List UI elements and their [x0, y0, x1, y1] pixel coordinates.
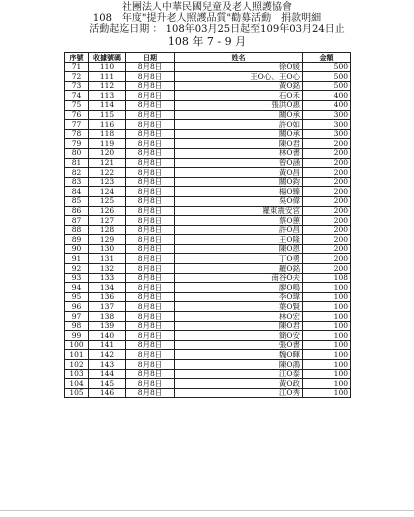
cell-receipt: 119 [89, 139, 126, 149]
cell-receipt: 137 [89, 302, 126, 312]
cell-amount: 200 [303, 187, 351, 197]
cell-name: 林O宏 [175, 312, 303, 322]
cell-serial: 89 [65, 235, 89, 245]
cell-name: 許O如 [175, 120, 303, 130]
table-row [65, 225, 351, 235]
cell-date: 8月8日 [126, 350, 175, 360]
cell-serial: 99 [65, 331, 89, 341]
cell-name: 黃O銘 [175, 81, 303, 91]
cell-date: 8月8日 [126, 283, 175, 293]
cell-amount: 500 [303, 72, 351, 82]
cell-date: 8月8日 [126, 216, 175, 226]
table-header-row [65, 53, 351, 63]
cell-receipt: 132 [89, 264, 126, 274]
cell-date: 8月8日 [126, 302, 175, 312]
cell-name: 南谷O夫 [175, 273, 303, 283]
cell-amount: 100 [303, 369, 351, 379]
cell-name: 江O泰 [175, 369, 303, 379]
cell-receipt: 138 [89, 312, 126, 322]
cell-date: 8月8日 [126, 379, 175, 389]
cell-receipt: 146 [89, 388, 126, 398]
cell-date: 8月8日 [126, 139, 175, 149]
table-row [65, 321, 351, 331]
cell-date: 8月8日 [126, 292, 175, 302]
cell-name: 楊O臻 [175, 187, 303, 197]
cell-serial: 91 [65, 254, 89, 264]
report-quarter: 108 年 7 - 9 月 [167, 35, 247, 48]
cell-name: 張洪O惠 [175, 100, 303, 110]
cell-amount: 108 [303, 273, 351, 283]
cell-serial: 86 [65, 206, 89, 216]
cell-serial: 77 [65, 120, 89, 130]
cell-amount: 300 [303, 110, 351, 120]
cell-name: 魏O暉 [175, 350, 303, 360]
table-row [65, 340, 351, 350]
cell-receipt: 127 [89, 216, 126, 226]
table-row [65, 177, 351, 187]
cell-receipt: 112 [89, 81, 126, 91]
cell-date: 8月8日 [126, 388, 175, 398]
table-row [65, 206, 351, 216]
cell-date: 8月8日 [126, 91, 175, 101]
cell-receipt: 121 [89, 158, 126, 168]
cell-date: 8月8日 [126, 168, 175, 178]
cell-amount: 200 [303, 148, 351, 158]
cell-name: 王O心、王O心 [175, 72, 303, 82]
cell-name: 黃O昌 [175, 168, 303, 178]
table-row [65, 110, 351, 120]
cell-date: 8月8日 [126, 360, 175, 370]
cell-serial: 104 [65, 379, 89, 389]
cell-amount: 300 [303, 120, 351, 130]
table-row [65, 72, 351, 82]
table-row [65, 331, 351, 341]
cell-date: 8月8日 [126, 62, 175, 72]
table-row [65, 254, 351, 264]
cell-receipt: 125 [89, 196, 126, 206]
cell-amount: 100 [303, 321, 351, 331]
cell-amount: 100 [303, 331, 351, 341]
cell-serial: 105 [65, 388, 89, 398]
cell-serial: 102 [65, 360, 89, 370]
cell-serial: 100 [65, 340, 89, 350]
table-row [65, 100, 351, 110]
cell-receipt: 136 [89, 292, 126, 302]
cell-serial: 97 [65, 312, 89, 322]
cell-amount: 500 [303, 62, 351, 72]
cell-name: 關O承 [175, 129, 303, 139]
cell-serial: 78 [65, 129, 89, 139]
cell-amount: 400 [303, 100, 351, 110]
cell-receipt: 124 [89, 187, 126, 197]
col-header-date: 日期 [126, 53, 175, 63]
cell-serial: 103 [65, 369, 89, 379]
cell-date: 8月8日 [126, 264, 175, 274]
cell-amount: 500 [303, 81, 351, 91]
cell-receipt: 133 [89, 273, 126, 283]
cell-date: 8月8日 [126, 369, 175, 379]
table-row [65, 273, 351, 283]
cell-amount: 200 [303, 158, 351, 168]
cell-name: 江O秀 [175, 388, 303, 398]
cell-receipt: 114 [89, 100, 126, 110]
cell-receipt: 134 [89, 283, 126, 293]
cell-amount: 100 [303, 283, 351, 293]
cell-amount: 200 [303, 254, 351, 264]
table-row [65, 350, 351, 360]
cell-receipt: 111 [89, 72, 126, 82]
cell-serial: 79 [65, 139, 89, 149]
cell-name: 丁O勇 [175, 254, 303, 264]
cell-serial: 94 [65, 283, 89, 293]
col-header-amount: 金額 [303, 53, 351, 63]
cell-amount: 100 [303, 340, 351, 350]
cell-amount: 100 [303, 379, 351, 389]
cell-name: 廖O鳴 [175, 283, 303, 293]
table-row [65, 139, 351, 149]
table-row [65, 120, 351, 130]
cell-amount: 100 [303, 388, 351, 398]
cell-name: 李O瑋 [175, 292, 303, 302]
cell-name: 陳O鴻 [175, 360, 303, 370]
cell-name: 黃O政 [175, 379, 303, 389]
table-row [65, 369, 351, 379]
table-row [65, 158, 351, 168]
cell-serial: 80 [65, 148, 89, 158]
cell-serial: 88 [65, 225, 89, 235]
cell-receipt: 120 [89, 148, 126, 158]
page-bottom-divider [0, 510, 414, 511]
cell-date: 8月8日 [126, 244, 175, 254]
cell-date: 8月8日 [126, 100, 175, 110]
table-row [65, 312, 351, 322]
cell-date: 8月8日 [126, 187, 175, 197]
cell-serial: 72 [65, 72, 89, 82]
cell-amount: 100 [303, 302, 351, 312]
cell-receipt: 143 [89, 360, 126, 370]
cell-receipt: 131 [89, 254, 126, 264]
cell-amount: 200 [303, 244, 351, 254]
cell-receipt: 140 [89, 331, 126, 341]
cell-serial: 93 [65, 273, 89, 283]
table-row [65, 235, 351, 245]
cell-date: 8月8日 [126, 148, 175, 158]
cell-date: 8月8日 [126, 225, 175, 235]
table-row [65, 81, 351, 91]
col-header-name: 姓名 [175, 53, 303, 63]
table-row [65, 302, 351, 312]
table-row [65, 187, 351, 197]
campaign-period: 活動起迄日期 ： 108年03月25日起至109年03月24日止 [89, 24, 345, 35]
cell-serial: 71 [65, 62, 89, 72]
cell-receipt: 145 [89, 379, 126, 389]
cell-date: 8月8日 [126, 120, 175, 130]
cell-name: 林O書 [175, 148, 303, 158]
cell-amount: 100 [303, 312, 351, 322]
cell-receipt: 139 [89, 321, 126, 331]
cell-name: 王O隆 [175, 235, 303, 245]
cell-receipt: 126 [89, 206, 126, 216]
cell-receipt: 118 [89, 129, 126, 139]
cell-serial: 83 [65, 177, 89, 187]
cell-name: 葉O賢 [175, 302, 303, 312]
cell-receipt: 129 [89, 235, 126, 245]
cell-amount: 100 [303, 360, 351, 370]
cell-amount: 200 [303, 177, 351, 187]
cell-date: 8月8日 [126, 340, 175, 350]
cell-receipt: 144 [89, 369, 126, 379]
col-header-receipt: 收據號碼 [89, 53, 126, 63]
table-row [65, 168, 351, 178]
cell-date: 8月8日 [126, 81, 175, 91]
cell-name: 曾O涵 [175, 158, 303, 168]
cell-amount: 100 [303, 292, 351, 302]
table-row [65, 216, 351, 226]
campaign-title: 108 年度"提升老人照護品質"勸募活動 捐款明細 [92, 13, 322, 24]
table-row [65, 244, 351, 254]
cell-serial: 82 [65, 168, 89, 178]
cell-serial: 92 [65, 264, 89, 274]
cell-amount: 300 [303, 129, 351, 139]
cell-amount: 200 [303, 168, 351, 178]
cell-receipt: 113 [89, 91, 126, 101]
cell-date: 8月8日 [126, 129, 175, 139]
cell-receipt: 141 [89, 340, 126, 350]
cell-serial: 81 [65, 158, 89, 168]
cell-name: 蔡O蕙 [175, 216, 303, 226]
cell-name: 許O昌 [175, 225, 303, 235]
cell-date: 8月8日 [126, 312, 175, 322]
cell-date: 8月8日 [126, 158, 175, 168]
cell-receipt: 122 [89, 168, 126, 178]
cell-name: 陳O君 [175, 139, 303, 149]
cell-date: 8月8日 [126, 206, 175, 216]
cell-serial: 87 [65, 216, 89, 226]
cell-serial: 85 [65, 196, 89, 206]
cell-date: 8月8日 [126, 110, 175, 120]
cell-serial: 84 [65, 187, 89, 197]
cell-amount: 200 [303, 196, 351, 206]
organization-title: 社團法人中華民國兒童及老人照護協會 [122, 2, 292, 13]
cell-amount: 100 [303, 350, 351, 360]
cell-serial: 76 [65, 110, 89, 120]
cell-name: 關O承 [175, 110, 303, 120]
cell-receipt: 110 [89, 62, 126, 72]
cell-name: 羅東震安宮 [175, 206, 303, 216]
table-row [65, 148, 351, 158]
cell-date: 8月8日 [126, 235, 175, 245]
cell-receipt: 116 [89, 120, 126, 130]
cell-date: 8月8日 [126, 273, 175, 283]
cell-serial: 90 [65, 244, 89, 254]
cell-date: 8月8日 [126, 254, 175, 264]
cell-amount: 200 [303, 216, 351, 226]
table-row [65, 379, 351, 389]
cell-serial: 74 [65, 91, 89, 101]
cell-name: 張O書 [175, 340, 303, 350]
table-row [65, 62, 351, 72]
cell-name: 關O鈞 [175, 177, 303, 187]
cell-name: 石O禾 [175, 91, 303, 101]
cell-name: 羅O銘 [175, 264, 303, 274]
table-row [65, 292, 351, 302]
cell-amount: 400 [303, 91, 351, 101]
cell-serial: 75 [65, 100, 89, 110]
cell-serial: 96 [65, 302, 89, 312]
cell-amount: 200 [303, 139, 351, 149]
cell-serial: 101 [65, 350, 89, 360]
cell-receipt: 142 [89, 350, 126, 360]
cell-name: 陳O君 [175, 321, 303, 331]
table-row [65, 264, 351, 274]
cell-receipt: 128 [89, 225, 126, 235]
cell-date: 8月8日 [126, 321, 175, 331]
cell-amount: 200 [303, 225, 351, 235]
cell-receipt: 115 [89, 110, 126, 120]
cell-name: 徐O媛 [175, 62, 303, 72]
cell-receipt: 123 [89, 177, 126, 187]
table-row [65, 129, 351, 139]
cell-name: 吳O偉 [175, 196, 303, 206]
cell-name: 簡O安 [175, 331, 303, 341]
cell-date: 8月8日 [126, 177, 175, 187]
table-row [65, 196, 351, 206]
cell-serial: 95 [65, 292, 89, 302]
cell-date: 8月8日 [126, 72, 175, 82]
cell-receipt: 130 [89, 244, 126, 254]
cell-date: 8月8日 [126, 331, 175, 341]
col-header-serial: 序號 [65, 53, 89, 63]
table-body [65, 62, 351, 398]
cell-serial: 98 [65, 321, 89, 331]
donation-table [64, 52, 351, 398]
cell-serial: 73 [65, 81, 89, 91]
cell-amount: 200 [303, 264, 351, 274]
cell-date: 8月8日 [126, 196, 175, 206]
table-row [65, 91, 351, 101]
cell-amount: 200 [303, 206, 351, 216]
cell-amount: 200 [303, 235, 351, 245]
table-row [65, 283, 351, 293]
table-row [65, 360, 351, 370]
table-row [65, 388, 351, 398]
cell-name: 陳O恩 [175, 244, 303, 254]
